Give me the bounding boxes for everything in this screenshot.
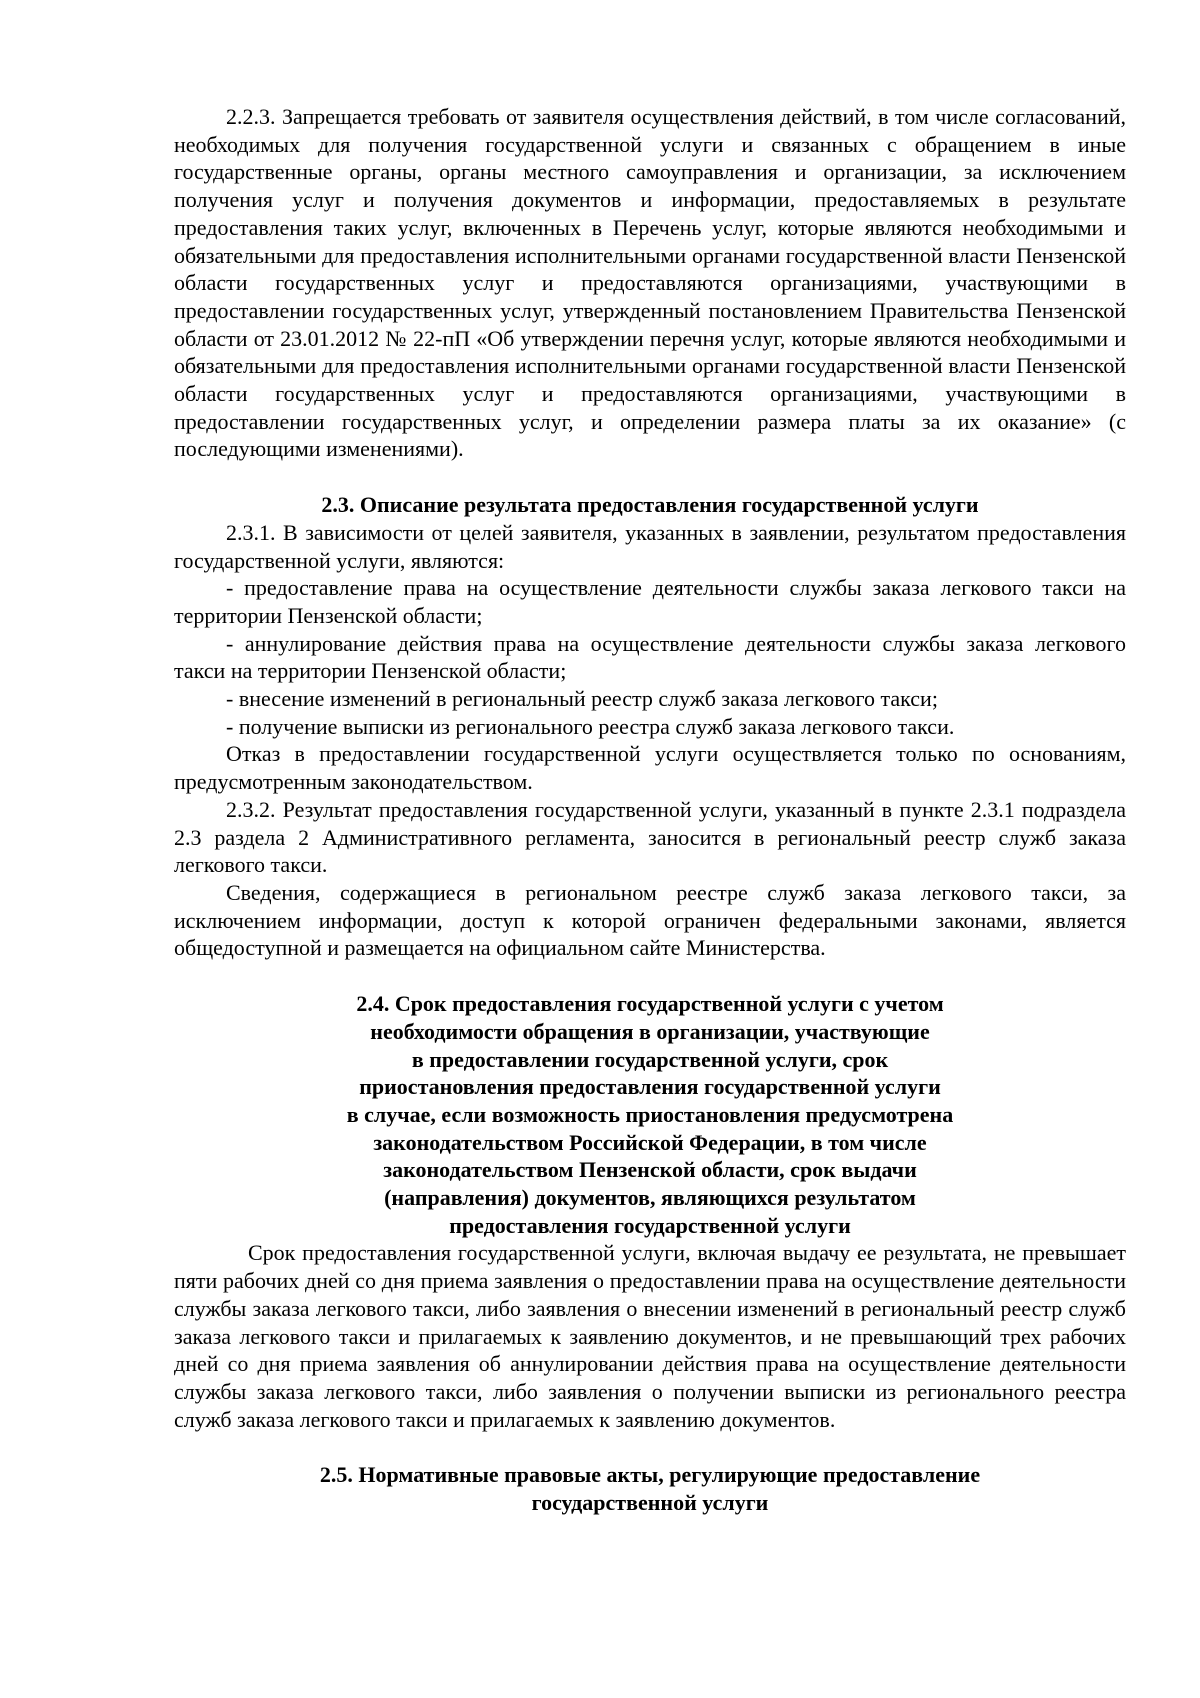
list-item: - получение выписки из регионального реестра служб заказа легкового такси. (226, 713, 955, 739)
heading-line: предоставления государственной услуги (449, 1212, 851, 1238)
heading-line: (направления) документов, являющихся результатом (384, 1185, 916, 1211)
paragraph-refusal: Отказ в предоставлении государственной услуги осуществляется только по основаниям, предусмотренным законодательством. (174, 741, 1126, 795)
heading-line: 2.5. Нормативные правовые акты, регулирующие предоставление (319, 1462, 981, 1488)
heading-line: необходимости обращения в организации, участвующие (370, 1018, 930, 1044)
document-page (174, 103, 1126, 1517)
heading-line: приостановления предоставления государственной услуги (359, 1074, 941, 1100)
section-heading-2-4 (174, 990, 1126, 1239)
heading-line: в предоставлении государственной услуги, срок (411, 1046, 889, 1072)
section-heading-2-5 (174, 1461, 1126, 1516)
paragraph-2-3-2: 2.3.2. Результат предоставления государственной услуги, указанный в пункте 2.3.1 подраздела 2.3 раздела 2 Административного регламента, заносится в региональный реестр служб заказа легкового такси. (174, 796, 1126, 878)
paragraph-registry-info: Сведения, содержащиеся в региональном реестре служб заказа легкового такси, за исключением информации, доступ к которой ограничен федеральными законами, является общедоступной и размещается на официальном сайте Министерства. (174, 879, 1126, 961)
paragraph-term: Срок предоставления государственной услуги, включая выдачу ее результата, не превышает пяти рабочих дней со дня приема заявления о предоставлении права на осуществление деятельности службы заказа легкового такси, либо заявления о внесении изменений в региональный реестр служб заказа легкового такси и прилагаемых к заявлению документов, и не превышающий трех рабочих дней со дня приема заявления об аннулировании действия права на осуществление деятельности службы заказа легкового такси, либо заявления о получении выписки из регионального реестра служб заказа легкового такси и прилагаемых к заявлению документов. (174, 1240, 1126, 1432)
heading-line: государственной услуги (531, 1490, 769, 1516)
heading-line: законодательством Пензенской области, срок выдачи (383, 1157, 917, 1183)
list-item: - аннулирование действия права на осуществление деятельности службы заказа легкового такси на территории Пензенской области; (174, 630, 1126, 684)
paragraph-2-2-3: 2.2.3. Запрещается требовать от заявителя осуществления действий, в том числе согласований, необходимых для получения государственной услуги и связанных с обращением в иные государственные органы, органы местного самоуправления и организации, за исключением получения услуг и получения документов и информации, предоставляемых в результате предоставления таких услуг, включенных в Перечень услуг, которые являются необходимыми и обязательными для предоставления исполнительными органами государственной власти Пензенской области государственных услуг и предоставляются организациями, участвующими в предоставлении государственных услуг, утвержденный постановлением Правительства Пензенской области от 23.01.2012 № 22-пП «Об утверждении перечня услуг, которые являются необходимыми и обязательными для предоставления исполнительными органами государственной власти Пензенской области государственных услуг и предоставляются организациями, участвующими в предоставлении государственных услуг, и определении размера платы за их оказание» (с последующими изменениями). (174, 104, 1126, 462)
paragraph-2-3-1: 2.3.1. В зависимости от целей заявителя, указанных в заявлении, результатом предоставления государственной услуги, являются: (174, 519, 1126, 573)
heading-line: 2.4. Срок предоставления государственной услуги с учетом (356, 991, 944, 1017)
heading-line: в случае, если возможность приостановления предусмотрена (346, 1101, 954, 1127)
list-item: - предоставление права на осуществление деятельности службы заказа легкового такси на территории Пензенской области; (174, 575, 1126, 628)
heading-line: законодательством Российской Федерации, в том числе (373, 1129, 927, 1155)
section-heading-2-3: 2.3. Описание результата предоставления государственной услуги (321, 492, 979, 518)
list-item: - внесение изменений в региональный реестр служб заказа легкового такси; (226, 686, 938, 712)
